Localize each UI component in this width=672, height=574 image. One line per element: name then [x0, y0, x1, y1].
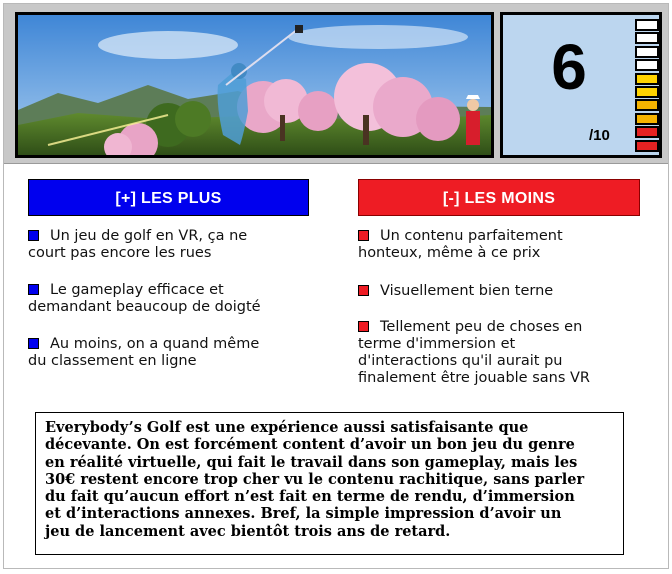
minus-header: [-] LES MOINS — [358, 179, 640, 216]
gauge-segment — [635, 99, 659, 111]
score-gauge — [635, 19, 659, 153]
gauge-segment — [635, 140, 659, 152]
plus-item-line: demandant beaucoup de doigté — [28, 299, 261, 315]
verdict-line: Everybody’s Golf est une expérience aussi satisfaisante que — [45, 419, 529, 436]
game-banner — [15, 12, 494, 158]
blue-square-bullet-icon — [28, 230, 39, 241]
minus-item — [358, 319, 590, 387]
minus-item-line: Visuellement bien terne — [380, 283, 554, 299]
minus-item-line: d'interactions qu'il aurait pu — [358, 353, 563, 369]
red-square-bullet-icon — [358, 285, 369, 296]
verdict-line: décevante. On est forcément content d’avoir un bon jeu du genre — [45, 436, 575, 454]
review-card — [3, 3, 669, 569]
verdict-text — [45, 419, 615, 540]
score-value: 6 — [551, 31, 587, 103]
blue-square-bullet-icon — [28, 284, 39, 295]
gauge-segment — [635, 59, 659, 71]
plus-item — [28, 282, 261, 316]
minus-item — [358, 283, 553, 300]
plus-item-line: court pas encore les rues — [28, 245, 212, 261]
gauge-segment — [635, 46, 659, 58]
plus-item — [28, 228, 247, 262]
verdict-line: du fait qu’aucun effort n’est fait en terme de rendu, d’immersion — [45, 488, 575, 506]
minus-item-line: terme d'immersion et — [358, 336, 516, 352]
plus-item-line: du classement en ligne — [28, 353, 197, 369]
red-square-bullet-icon — [358, 321, 369, 332]
plus-header: [+] LES PLUS — [28, 179, 309, 216]
score-max: /10 — [589, 127, 610, 144]
minus-item-line: honteux, même à ce prix — [358, 245, 541, 261]
verdict-line: jeu de lancement avec bientôt trois ans de retard. — [45, 522, 451, 540]
minus-item-line: Tellement peu de choses en — [380, 319, 583, 335]
score-panel — [500, 12, 662, 158]
plus-item-line: Un jeu de golf en VR, ça ne — [50, 228, 248, 244]
gauge-segment — [635, 126, 659, 138]
blue-square-bullet-icon — [28, 338, 39, 349]
verdict-line: et d’interactions annexes. Bref, la simple impression d’avoir un — [45, 505, 562, 523]
verdict-box — [35, 412, 624, 555]
plus-item — [28, 336, 259, 370]
review-header — [4, 4, 668, 164]
red-square-bullet-icon — [358, 230, 369, 241]
gauge-segment — [635, 19, 659, 31]
gauge-segment — [635, 113, 659, 125]
golf-scene-illustration — [18, 15, 491, 155]
gauge-segment — [635, 86, 659, 98]
verdict-line: 30€ restent encore trop cher vu le contenu rachitique, sans parler — [45, 470, 585, 488]
minus-item — [358, 228, 563, 262]
gauge-segment — [635, 73, 659, 85]
plus-item-line: Le gameplay efficace et — [50, 282, 224, 298]
verdict-line: en réalité virtuelle, qui fait le travail dans son gameplay, mais les — [45, 453, 578, 471]
plus-item-line: Au moins, on a quand même — [50, 336, 260, 352]
minus-item-line: Un contenu parfaitement — [380, 228, 563, 244]
minus-item-line: finalement être jouable sans VR — [358, 370, 590, 386]
gauge-segment — [635, 32, 659, 44]
